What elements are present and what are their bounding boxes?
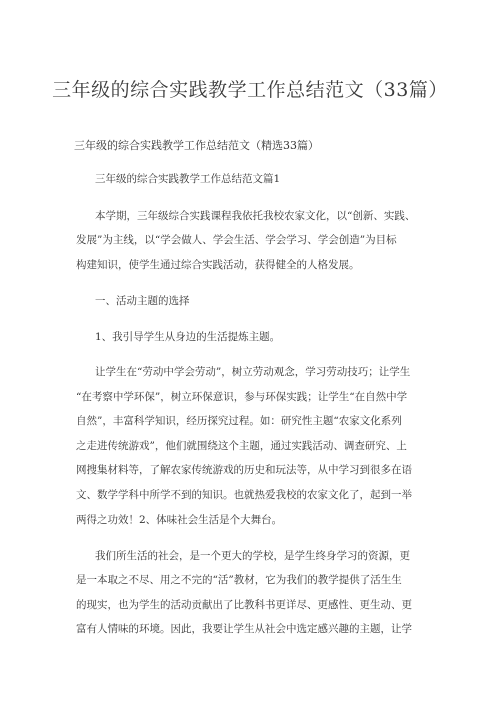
paragraph1-line: 发展”为主线，以“学会做人、学会生活、学会学习、学会创造”为目标 (76, 234, 397, 246)
paragraph2-line: 让学生在“劳动中学会劳动”，树立劳动观念，学习劳动技巧；让学生 (95, 366, 411, 378)
paragraph1-line: 本学期，三年级综合实践课程我依托我校农家文化，以“创新、实践、 (95, 210, 416, 222)
document-title: 三年级的综合实践教学工作总结范文（33篇） (52, 79, 448, 101)
paragraph2-line: 自然”，丰富科学知识，经历探究过程。如：研究性主题“农家文化系列 (76, 415, 402, 427)
section-heading: 三年级的综合实践教学工作总结范文篇1 (95, 173, 281, 185)
paragraph2-line: 网搜集材料等，了解农家传统游戏的历史和玩法等，从中学习到很多在语 (76, 464, 412, 476)
paragraph1-line: 构建知识，使学生通过综合实践活动，获得健全的人格发展。 (76, 259, 360, 271)
item1-heading: 1、我引导学生从身边的生活提炼主题。 (95, 331, 281, 343)
paragraph2-line: “在考察中学环保”，树立环保意识，参与环保实践；让学生“在自然中学 (76, 391, 408, 403)
document-subtitle: 三年级的综合实践教学工作总结范文（精选33篇） (74, 139, 319, 152)
paragraph2-line: 两得之功效！2、体味社会生活是个大舞台。 (76, 514, 283, 526)
paragraph2-line: 之走进传统游戏”，他们就围绕这个主题，通过实践活动、调查研究、上 (76, 440, 407, 452)
activity-heading: 一、活动主题的选择 (95, 295, 190, 307)
paragraph3-line: 是一本取之不尽、用之不完的“活”教材，它为我们的教学提供了活生生 (76, 574, 402, 586)
paragraph3-line: 的现实，也为学生的活动贡献出了比教科书更详尽、更感性、更生动、更 (76, 599, 412, 611)
paragraph3-line: 富有人情味的环境。因此，我要让学生从社会中选定感兴趣的主题，让学 (76, 623, 412, 635)
paragraph2-line: 文、数学学科中所学不到的知识。也就热爱我校的农家文化了，起到一举 (76, 489, 412, 501)
paragraph3-line: 我们所生活的社会，是一个更大的学校，是学生终身学习的资源，更 (95, 550, 410, 562)
